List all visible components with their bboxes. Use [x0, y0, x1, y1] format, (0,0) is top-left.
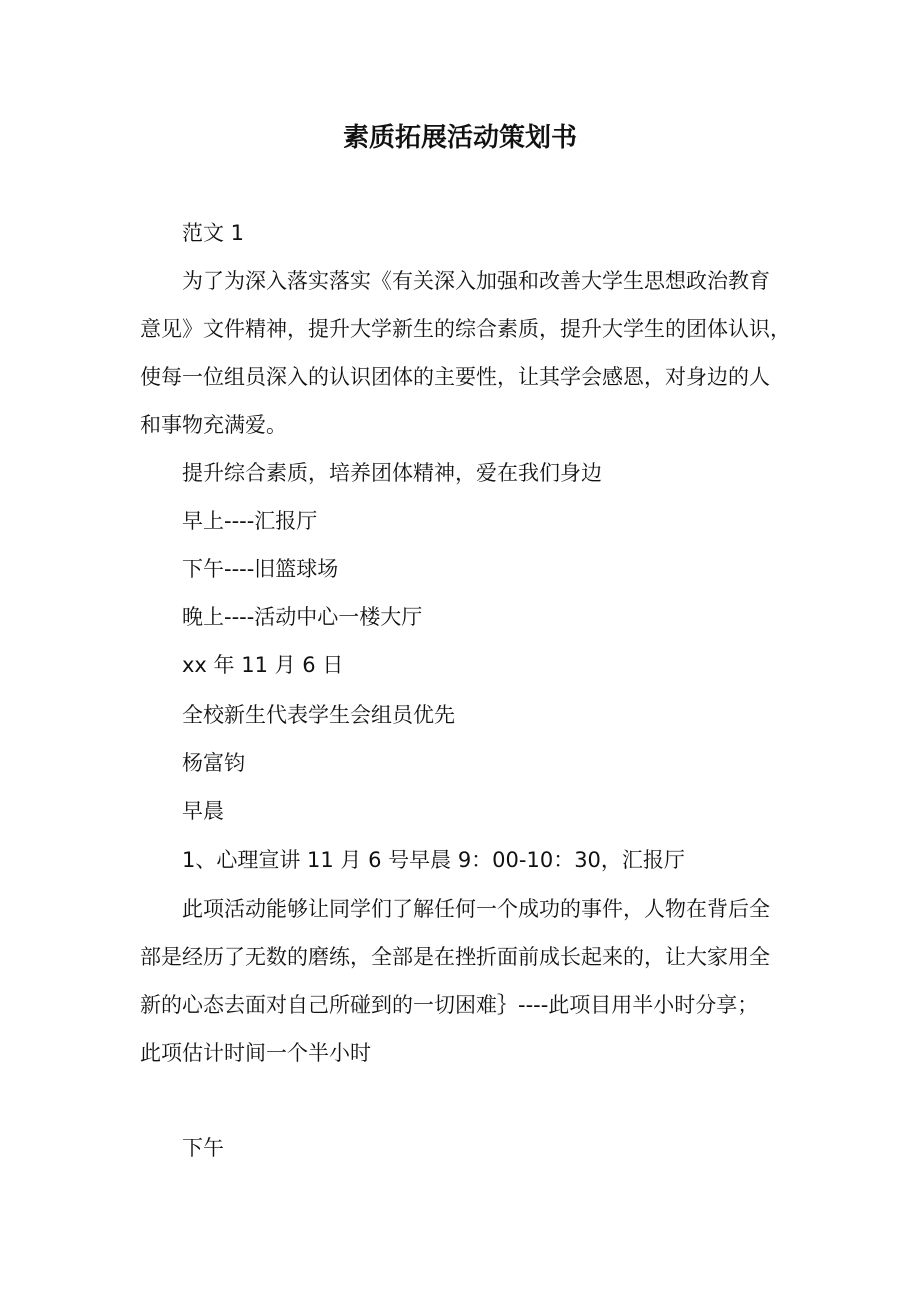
- item-1-desc-line-4: 此项估计时间一个半小时: [140, 1041, 371, 1065]
- intro-paragraph: [140, 257, 790, 449]
- agenda-item-1: 1、心理宣讲 11 月 6 号早晨 9：00-10：30，汇报厅: [182, 848, 685, 872]
- item-1-desc-line-3: 新的心态去面对自己所碰到的一切困难｝----此项目用半小时分享；: [140, 993, 759, 1017]
- document-title: 素质拓展活动策划书: [342, 123, 577, 153]
- activity-date: xx 年 11 月 6 日: [182, 653, 344, 677]
- intro-line-3: 使每一位组员深入的认识团体的主要性，让其学会感恩，对身边的人: [140, 365, 770, 389]
- intro-line-1: 为了为深入落实落实《有关深入加强和改善大学生思想政治教育: [182, 269, 770, 293]
- venue-afternoon: 下午----旧篮球场: [182, 557, 339, 581]
- venue-evening: 晚上----活动中心一楼大厅: [182, 605, 423, 629]
- item-1-desc-line-2: 部是经历了无数的磨练，全部是在挫折面前成长起来的，让大家用全: [140, 945, 770, 969]
- section-morning-heading: 早晨: [182, 799, 224, 823]
- sample-label: 范文 1: [182, 221, 245, 245]
- item-1-desc-line-1: 此项活动能够让同学们了解任何一个成功的事件，人物在背后全: [182, 897, 770, 921]
- responsible-person: 杨富钧: [182, 751, 245, 775]
- agenda-item-1-description: [140, 885, 790, 1077]
- section-afternoon-heading: 下午: [182, 1136, 224, 1160]
- intro-line-4: 和事物充满爱。: [140, 413, 287, 437]
- participants: 全校新生代表学生会组员优先: [182, 703, 455, 727]
- intro-line-2: 意见》文件精神，提升大学新生的综合素质，提升大学生的团体认识，: [140, 317, 791, 341]
- activity-theme: 提升综合素质，培养团体精神，爱在我们身边: [182, 461, 602, 485]
- venue-morning: 早上----汇报厅: [182, 509, 318, 533]
